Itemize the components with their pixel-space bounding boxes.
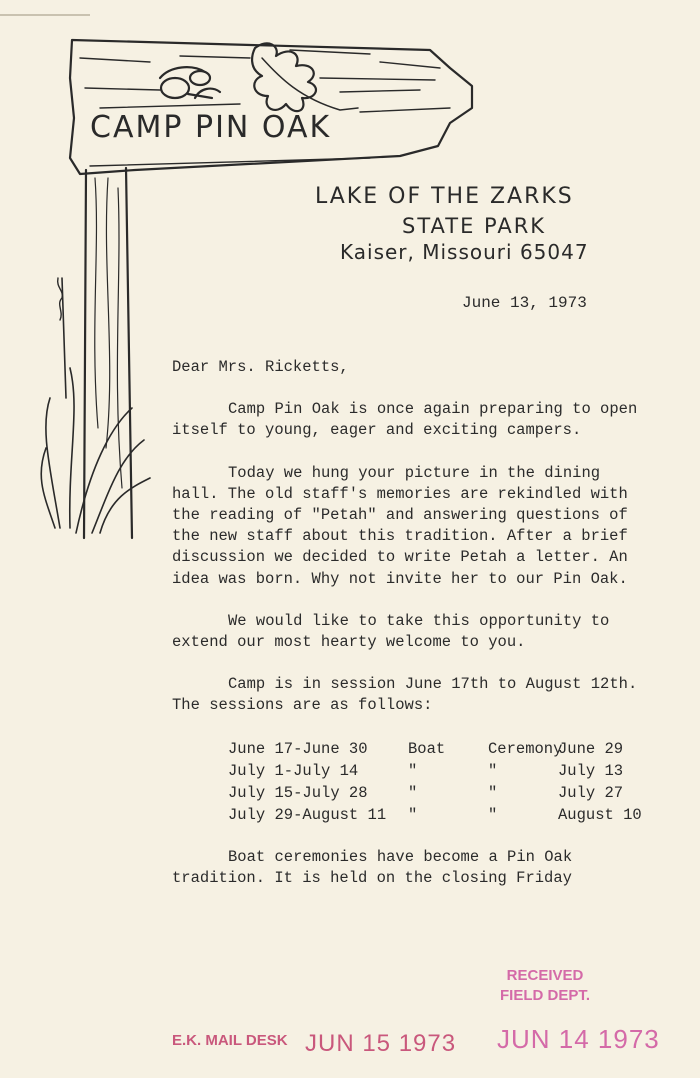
schedule-col3: Ceremony xyxy=(488,739,563,758)
received-stamp-date: JUN 14 1973 xyxy=(497,1024,660,1054)
letterhead-line1: LAKE OF THE ZARKS xyxy=(315,184,574,209)
oak-leaf-icon xyxy=(252,43,316,111)
closing-paragraph: Boat ceremonies have become a Pin Oak tradition. It is held on the closing Friday xyxy=(172,847,573,887)
schedule-col3: " xyxy=(488,805,498,824)
paragraph: Today we hung your picture in the dining hall. The old staff's memories are rekindled with the reading of "Petah" and answering questions of the new staff about this tradition. After a brief discussion we decided to write Petah a letter. An idea was born. Why not invite her to our Pin Oak. xyxy=(172,463,628,588)
grass-drawing xyxy=(41,278,150,533)
paragraph: Camp Pin Oak is once again preparing to open itself to young, eager and exciting campers. xyxy=(172,400,638,440)
received-stamp-line2: FIELD DEPT. xyxy=(500,987,591,1004)
schedule-col2: Boat xyxy=(408,739,446,758)
schedule-col2: " xyxy=(408,805,418,824)
schedule-col2: " xyxy=(408,783,418,802)
schedule-session: July 29-August 11 xyxy=(228,805,387,824)
schedule-date: August 10 xyxy=(558,805,642,824)
received-stamp-line1: RECEIVED xyxy=(506,967,584,984)
session-schedule xyxy=(228,738,652,826)
mail-desk-stamp: E.K. MAIL DESK xyxy=(172,1032,288,1049)
schedule-date: June 29 xyxy=(558,739,624,758)
letter-date: June 13, 1973 xyxy=(462,294,587,312)
schedule-col2: " xyxy=(408,761,418,780)
paper-crease xyxy=(0,14,90,16)
schedule-session: July 15-July 28 xyxy=(228,783,368,802)
sign-title: CAMP PIN OAK xyxy=(90,110,332,145)
paragraph: Camp is in session June 17th to August 12th. The sessions are as follows: xyxy=(172,675,638,715)
letterhead-line3: Kaiser, Missouri 65047 xyxy=(340,240,589,264)
acorn-icon xyxy=(161,78,189,98)
schedule-date: July 27 xyxy=(558,783,624,802)
wood-grain-lines xyxy=(80,50,450,166)
schedule-col3: " xyxy=(488,783,498,802)
letterhead-line2: STATE PARK xyxy=(402,214,547,238)
schedule-session: June 17-June 30 xyxy=(228,739,368,758)
paragraph: We would like to take this opportunity to extend our most hearty welcome to you. xyxy=(172,611,610,652)
salutation: Dear Mrs. Ricketts, xyxy=(172,358,349,376)
schedule-col3: " xyxy=(488,761,498,780)
sign-post xyxy=(84,168,132,538)
mail-desk-stamp-date: JUN 15 1973 xyxy=(305,1030,457,1057)
schedule-session: July 1-July 14 xyxy=(228,761,359,780)
received-stamp xyxy=(500,966,590,1006)
letter-body xyxy=(172,357,652,910)
schedule-date: July 13 xyxy=(558,761,624,780)
